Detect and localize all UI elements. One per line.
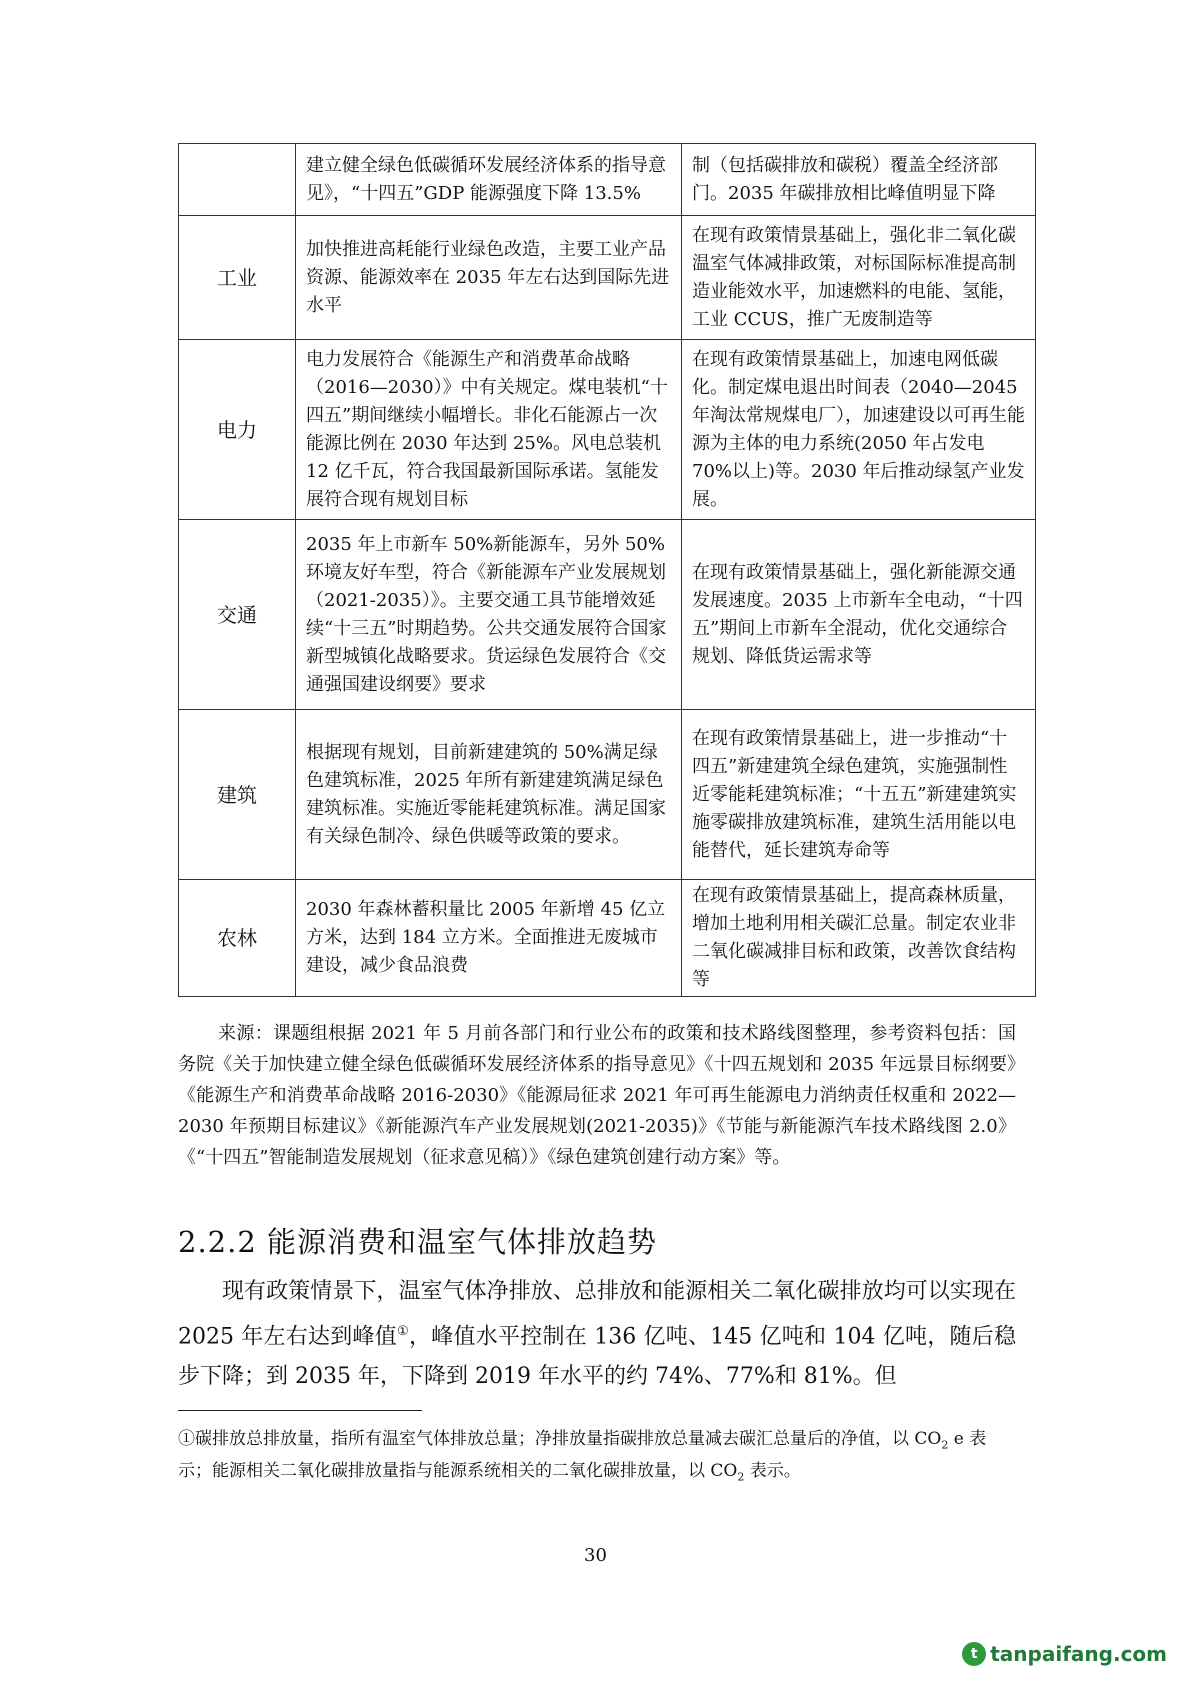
existing-policy-cell: 建立健全绿色低碳循环发展经济体系的指导意见》，“十四五”GDP 能源强度下降 13.5% [296, 144, 682, 216]
section-title: 能源消费和温室气体排放趋势 [267, 1225, 658, 1259]
existing-policy-cell: 2030 年森林蓄积量比 2005 年新增 45 亿立方米，达到 184 立方米。全面推进无废城市建设，减少食品浪费 [296, 880, 682, 997]
watermark-text: tanpaifang.com [990, 1642, 1167, 1666]
table-row [179, 710, 1036, 880]
table-row [179, 216, 1036, 340]
footnote-divider [178, 1410, 422, 1411]
footnote-text: 碳排放总排放量，指所有温室气体排放总量；净排放量指碳排放总量减去碳汇总量后的净值，以 CO [195, 1429, 942, 1449]
sector-cell: 工业 [179, 216, 296, 340]
strengthened-policy-cell: 在现有政策情景基础上，进一步推动“十四五”新建建筑全绿色建筑，实施强制性近零能耗建筑标准；“十五五”新建建筑实施零碳排放建筑标准，建筑生活用能以电能替代，延长建筑寿命等 [682, 710, 1036, 880]
page-number: 30 [584, 1545, 607, 1566]
subscript: 2 [737, 1470, 745, 1484]
footnote-text: e 表示；能源相关二氧化碳排放量指与能源系统相关的二氧化碳排放量，以 CO [178, 1429, 987, 1482]
sector-cell: 建筑 [179, 710, 296, 880]
body-paragraph [178, 1272, 1016, 1397]
body-text-part: 现有政策情景下，温室气体净排放、总排放和能源相关二氧化碳排放均可以实现在 2025 年左右达到峰值 [178, 1279, 1016, 1350]
sector-cell [179, 144, 296, 216]
existing-policy-cell: 电力发展符合《能源生产和消费革命战略（2016—2030）》中有关规定。煤电装机“十四五”期间继续小幅增长。非化石能源占一次能源比例在 2030 年达到 25%。风电总装机 12 亿千瓦，符合我国最新国际承诺。氢能发展符合现有规划目标 [296, 340, 682, 520]
policy-table [178, 143, 1036, 997]
table-row [179, 144, 1036, 216]
existing-policy-cell: 加快推进高耗能行业绿色改造，主要工业产品资源、能源效率在 2035 年左右达到国际先进水平 [296, 216, 682, 340]
strengthened-policy-cell: 制（包括碳排放和碳税）覆盖全经济部门。2035 年碳排放相比峰值明显下降 [682, 144, 1036, 216]
table-row [179, 340, 1036, 520]
section-heading [178, 1222, 1016, 1262]
strengthened-policy-cell: 在现有政策情景基础上，提高森林质量，增加土地利用相关碳汇总量。制定农业非二氧化碳减排目标和政策，改善饮食结构等 [682, 880, 1036, 997]
strengthened-policy-cell: 在现有政策情景基础上，加速电网低碳化。制定煤电退出时间表（2040—2045 年淘汰常规煤电厂），加速建设以可再生能源为主体的电力系统(2050 年占发电 70%以上)等。2030 年后推动绿氢产业发展。 [682, 340, 1036, 520]
sector-cell: 农林 [179, 880, 296, 997]
existing-policy-cell: 2035 年上市新车 50%新能源车，另外 50%环境友好车型，符合《新能源车产业发展规划（2021-2035）》。主要交通工具节能增效延续“十三五”时期趋势。公共交通发展符合国家新型城镇化战略要求。货运绿色发展符合《交通强国建设纲要》要求 [296, 520, 682, 710]
strengthened-policy-cell: 在现有政策情景基础上，强化新能源交通发展速度。2035 上市新车全电动，“十四五”期间上市新车全混动，优化交通综合规划、降低货运需求等 [682, 520, 1036, 710]
sector-cell: 电力 [179, 340, 296, 520]
section-number: 2.2.2 [178, 1225, 257, 1259]
subscript: 2 [941, 1438, 949, 1452]
footnote-marker: ① [178, 1429, 195, 1449]
source-note: 来源：课题组根据 2021 年 5 月前各部门和行业公布的政策和技术路线图整理，参考资料包括：国务院《关于加快建立健全绿色低碳循环发展经济体系的指导意见》《十四五规划和 2035 年远景目标纲要》《能源生产和消费革命战略 2016-2030》《能源局征求 2021 年可再生能源电力消纳责任权重和 2022—2030 年预期目标建议》《新能源汽车产业发展规划(2021-2035)》《节能与新能源汽车技术路线图 2.0》《“十四五”智能制造发展规划（征求意见稿）》《绿色建筑创建行动方案》等。 [178, 1023, 1016, 1168]
leaf-logo-icon: t [962, 1642, 986, 1666]
footnote-text: 表示。 [744, 1461, 801, 1482]
site-watermark [962, 1642, 1167, 1666]
existing-policy-cell: 根据现有规划，目前新建建筑的 50%满足绿色建筑标准，2025 年所有新建建筑满足绿色建筑标准。实施近零能耗建筑标准。满足国家有关绿色制冷、绿色供暖等政策的要求。 [296, 710, 682, 880]
table-row [179, 520, 1036, 710]
footnote [178, 1426, 1016, 1491]
table-row [179, 880, 1036, 997]
strengthened-policy-cell: 在现有政策情景基础上，强化非二氧化碳温室气体减排政策，对标国际标准提高制造业能效水平，加速燃料的电能、氢能，工业 CCUS，推广无废制造等 [682, 216, 1036, 340]
body-text-part: ，峰值水平控制在 136 亿吨、145 亿吨和 104 亿吨，随后稳步下降；到 2035 年，下降到 2019 年水平的约 74%、77%和 81%。但 [178, 1324, 1017, 1390]
footnote-ref[interactable]: ① [397, 1324, 409, 1339]
sector-cell: 交通 [179, 520, 296, 710]
